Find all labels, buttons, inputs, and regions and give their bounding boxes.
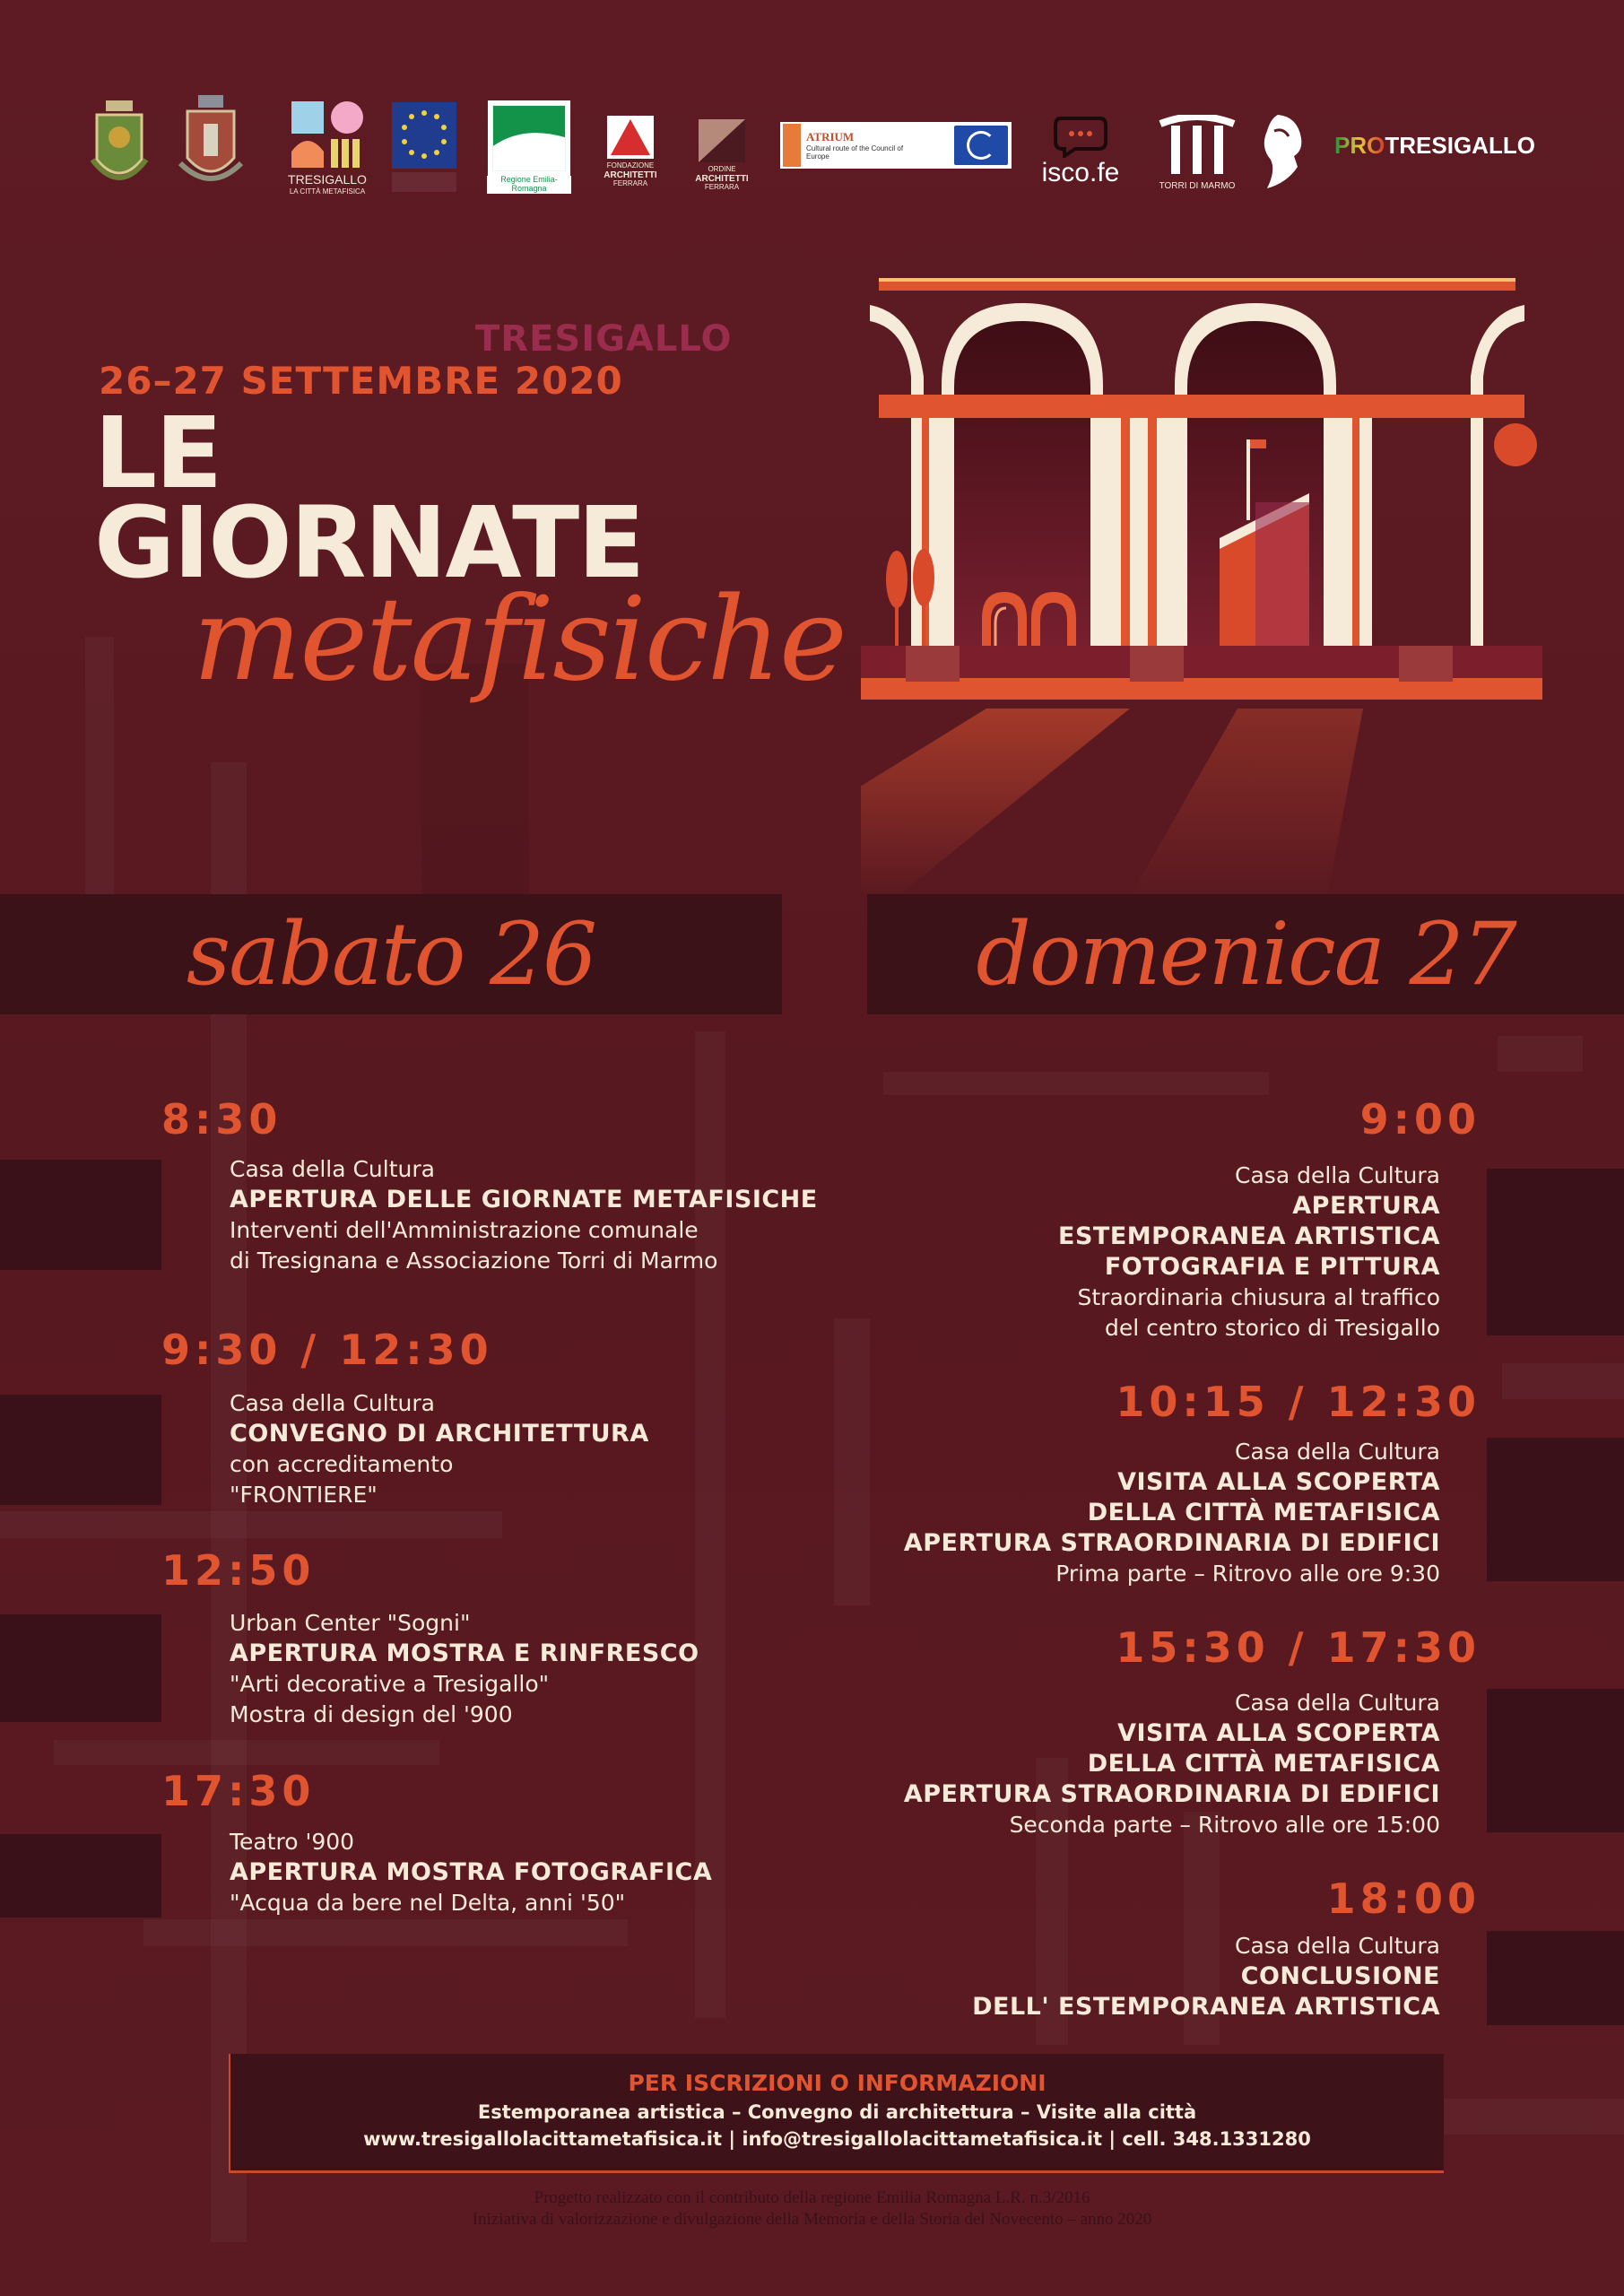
event-details [904,1688,1440,1840]
event-title-line2: GIORNATE [94,485,644,600]
event-title-line3: metafisiche [193,573,846,707]
event-description: del centro storico di Tresigallo [1104,1315,1440,1341]
event-dates: 26–27 SETTEMBRE 2020 [99,359,623,403]
torri-di-marmo-logo [1148,108,1246,197]
event-title: DELL' ESTEMPORANEA ARTISTICA [972,1993,1440,2021]
ordine-logo-text: FERRARA [704,182,740,191]
info-contacts: www.tresigallolacittametafisica.it | info@tresigallolacittametafisica.it | cell. 348.1331280 [363,2128,1311,2150]
isco-logo-text: isco.fe [1041,158,1120,187]
event-title: DELLA CITTÀ METAFISICA [1087,1750,1440,1778]
bg-block [0,1511,502,1538]
event-description: "Arti decorative a Tresigallo" [230,1671,550,1697]
event-venue: Casa della Cultura [1235,1933,1440,1959]
bg-block [54,1740,439,1765]
fondazione-logo-text: FONDAZIONE [606,161,655,170]
bg-block [85,637,114,897]
day-header-saturday [0,894,782,1014]
event-title: FOTOGRAFIA E PITTURA [1104,1253,1440,1281]
side-bar-block [1487,1169,1624,1335]
ordine-architetti-logo [686,102,758,208]
event-details [904,1437,1440,1589]
ordine-logo-text: ARCHITETTI [695,173,749,184]
day-label-saturday: sabato 26 [186,904,596,1004]
event-details [230,1388,649,1510]
arches-illustration [861,269,1560,897]
event-title: CONVEGNO DI ARCHITETTURA [230,1420,649,1448]
event-description: di Tresignana e Associazione Torri di Marmo [230,1248,718,1274]
side-bar-block [0,1395,161,1505]
event-venue: Casa della Cultura [230,1156,435,1182]
side-bar-block [0,1834,161,1918]
day-label-sunday: domenica 27 [976,904,1515,1004]
event-venue: Teatro '900 [230,1829,355,1855]
atrium-council-of-europe-logo [780,122,1012,169]
event-time: 12:50 [161,1546,316,1595]
info-box [229,2054,1444,2173]
tresigallo-logo-subtitle: LA CITTÀ METAFISICA [289,187,366,196]
event-title: VISITA ALLA SCOPERTA [1117,1468,1440,1496]
municipal-crest-logo [175,93,247,196]
event-description: "Acqua da bere nel Delta, anni '50" [230,1890,626,1916]
event-time: 8:30 [161,1095,282,1144]
pro-tresigallo-logo-prefix: PRO [1334,131,1385,159]
atrium-logo-name: ATRIUM [806,130,855,144]
side-bar-block [1487,1689,1624,1832]
fondazione-logo-text: ARCHITETTI [604,170,657,180]
ordine-logo-text: ORDINE [708,164,736,173]
pro-tresigallo-logo-name: TRESIGALLO [1385,131,1535,159]
footer-initiative-note: Iniziativa di valorizzazione e divulgazione della Memoria e della Storia del Novecento – anno 2020 [472,2210,1152,2229]
bg-block [1498,1036,1583,1072]
event-details [230,1154,818,1276]
bg-block [834,1318,870,1605]
event-title: VISITA ALLA SCOPERTA [1117,1719,1440,1747]
event-time: 15:30 / 17:30 [1116,1623,1481,1672]
logo-bar [76,90,1565,206]
profile-figure-logo [1246,102,1318,201]
event-venue: Casa della Cultura [1235,1162,1440,1188]
regione-emilia-romagna-logo [487,100,571,194]
event-time: 10:15 / 12:30 [1116,1378,1481,1426]
event-venue: Urban Center "Sogni" [230,1610,471,1636]
side-bar-block [1487,1438,1624,1581]
event-title: APERTURA [1292,1192,1440,1220]
event-description: Seconda parte – Ritrovo alle ore 15:00 [1009,1812,1440,1838]
footer-funding-note: Progetto realizzato con il contributo della regione Emilia Romagna L.R. n.3/2016 [534,2188,1090,2207]
bg-block [1502,1363,1624,1399]
torri-logo-text: TORRI DI MARMO [1159,180,1236,191]
event-description: Interventi dell'Amministrazione comunale [230,1217,699,1243]
bg-block [143,1919,628,1946]
event-title: CONCLUSIONE [1240,1962,1440,1990]
event-details [1058,1161,1440,1344]
municipal-crest-logo [85,97,152,196]
event-details [230,1827,712,1918]
event-title: APERTURA MOSTRA E RINFRESCO [230,1639,699,1667]
event-title: ESTEMPORANEA ARTISTICA [1058,1222,1440,1250]
tresigallo-logo-name: TRESIGALLO [288,172,367,187]
side-bar-block [0,1614,161,1722]
bg-block [883,1072,1269,1095]
info-topics: Estemporanea artistica – Convegno di architettura – Visite alla città [477,2101,1197,2123]
event-description: Prima parte – Ritrovo alle ore 9:30 [1055,1561,1440,1587]
event-title: APERTURA DELLE GIORNATE METAFISICHE [230,1186,818,1213]
event-description: Straordinaria chiusura al traffico [1077,1284,1440,1310]
day-header-sunday [867,894,1624,1014]
regione-logo-text: Regione Emilia-Romagna [487,176,571,194]
event-title: APERTURA MOSTRA FOTOGRAFICA [230,1858,713,1886]
event-title: DELLA CITTÀ METAFISICA [1087,1499,1440,1526]
event-details [230,1608,699,1730]
isco-fe-logo [1018,106,1143,196]
event-description: Mostra di design del '900 [230,1701,513,1727]
side-bar-block [0,1160,161,1270]
fondazione-logo-text: FERRARA [612,178,648,187]
fondazione-architetti-logo [595,102,666,201]
info-heading: PER ISCRIZIONI O INFORMAZIONI [628,2070,1046,2096]
event-venue: Casa della Cultura [1235,1439,1440,1465]
event-time: 9:00 [1359,1095,1481,1144]
pro-tresigallo-logo [1332,117,1538,174]
event-time: 18:00 [1326,1874,1481,1923]
european-union-logo [392,102,456,192]
side-bar-block [1487,1931,1624,2025]
event-title: APERTURA STRAORDINARIA DI EDIFICI [903,1529,1440,1557]
event-title-line1: LE [94,396,221,510]
atrium-logo-text: Cultural route of the Council of Europe [806,144,904,161]
event-venue: Casa della Cultura [1235,1690,1440,1716]
event-time: 9:30 / 12:30 [161,1326,493,1374]
event-title: APERTURA STRAORDINARIA DI EDIFICI [903,1780,1440,1808]
event-details [972,1931,1440,2022]
event-description: "FRONTIERE" [230,1482,378,1508]
bg-block [1435,2099,1624,2135]
event-description: con accreditamento [230,1451,454,1477]
event-time: 17:30 [161,1767,316,1815]
tresigallo-logo [287,95,368,201]
city-name: TRESIGALLO [475,318,733,360]
event-venue: Casa della Cultura [230,1390,435,1416]
